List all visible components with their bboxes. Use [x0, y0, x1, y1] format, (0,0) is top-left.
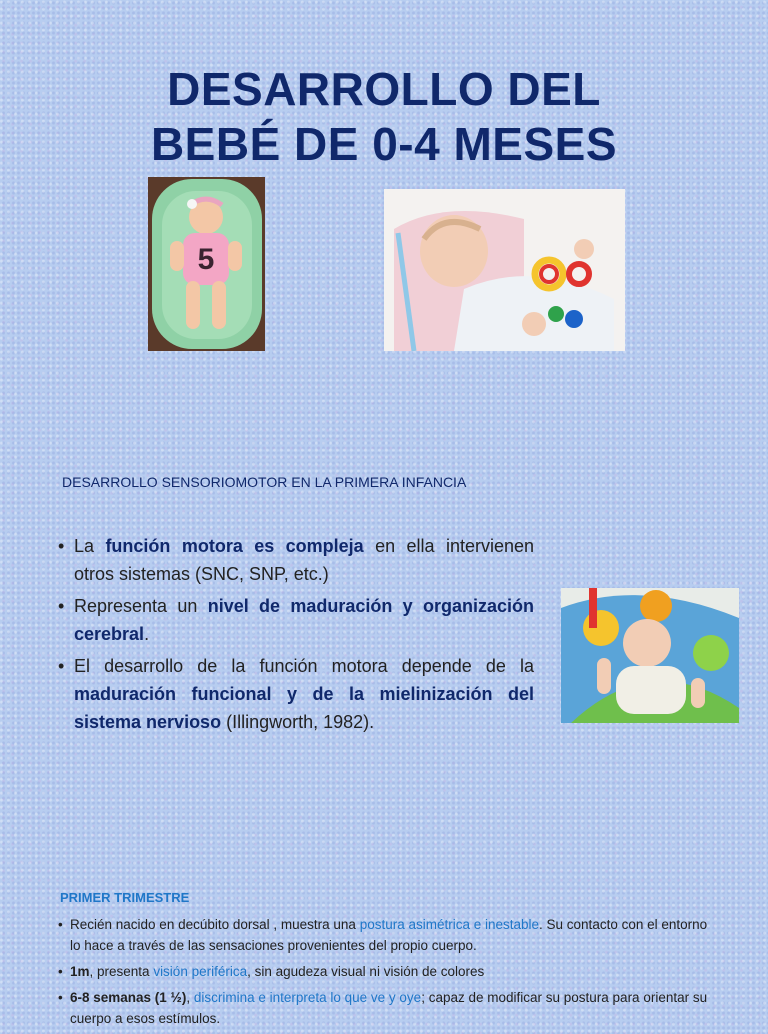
title-line-2: BEBÉ DE 0-4 MESES	[150, 118, 618, 170]
section-heading: DESARROLLO SENSORIOMOTOR EN LA PRIMERA INFANCIA	[62, 474, 467, 490]
bullet-highlight: nivel de maduración y organización cerebral	[74, 596, 534, 644]
bullet-text: .	[144, 624, 150, 644]
bullet-text: (Illingworth, 1982).	[221, 712, 375, 732]
bullet-highlight: función motora es compleja	[105, 536, 364, 556]
bullet-list	[58, 532, 534, 740]
title-line-1: DESARROLLO DEL	[167, 63, 601, 115]
item-text: ,	[186, 990, 194, 1005]
bullet-icon: •	[58, 917, 63, 932]
item-text: , sin agudeza visual ni visión de colores	[247, 964, 485, 979]
list-item	[58, 592, 534, 648]
item-text: , presenta	[89, 964, 154, 979]
baby-in-bouncer-photo	[561, 588, 739, 723]
item-highlight: postura asimétrica e inestable	[359, 917, 540, 932]
bullet-text: El desarrollo de la función motora depende de la	[74, 656, 534, 676]
svg-text:5: 5	[197, 243, 215, 276]
list-item	[58, 652, 534, 736]
list-item	[58, 961, 718, 982]
bullet-icon: •	[58, 964, 63, 979]
list-item	[58, 914, 718, 956]
item-text: Recién nacido en decúbito dorsal , muestra una	[70, 917, 360, 932]
trimester-list	[58, 914, 718, 1034]
item-text: ; capaz de modificar su postura para orientar su cuerpo a esos estímulos.	[70, 990, 708, 1026]
item-highlight: visión periférica	[153, 964, 248, 979]
bullet-icon: •	[58, 990, 63, 1005]
bullet-icon: •	[58, 536, 65, 556]
trimester-heading: PRIMER TRIMESTRE	[60, 890, 190, 905]
list-item	[58, 532, 534, 588]
item-age: 6-8 semanas (1 ½)	[70, 990, 187, 1005]
bullet-text: Representa un	[74, 596, 208, 616]
bullet-icon: •	[58, 656, 65, 676]
item-age: 1m	[70, 964, 90, 979]
bullet-highlight: maduración funcional y de la mielinización del sistema nervioso	[74, 684, 534, 732]
bullet-text: La	[74, 536, 106, 556]
baby-with-toy-rings-photo	[384, 189, 625, 351]
baby-on-green-blanket-photo	[148, 177, 265, 351]
item-highlight: discrimina e interpreta lo que ve y oye	[193, 990, 422, 1005]
bullet-icon: •	[58, 596, 65, 616]
bullet-text: en ella intervienen otros sistemas (SNC, SNP, etc.)	[74, 536, 535, 584]
list-item	[58, 987, 718, 1029]
item-text: . Su contacto con el entorno lo hace a través de las sensaciones provenientes del propio cuerpo.	[70, 917, 708, 953]
page-title	[0, 62, 768, 172]
